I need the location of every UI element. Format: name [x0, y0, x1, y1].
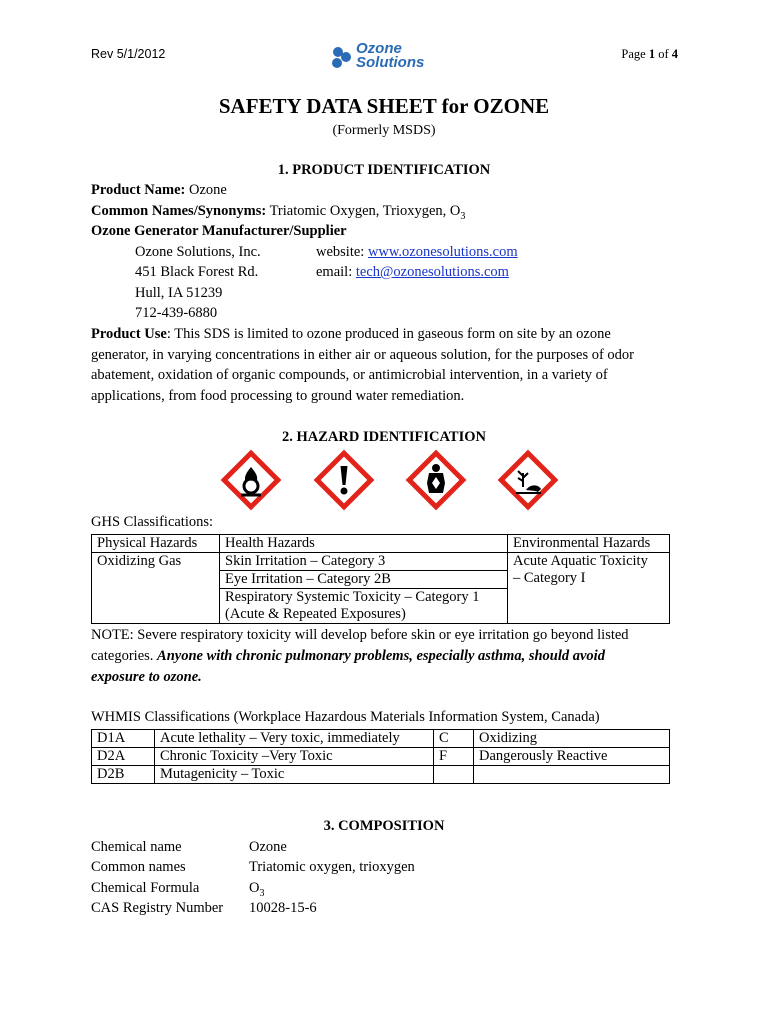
company-name: Ozone Solutions, Inc. — [135, 244, 261, 260]
composition-label: Common names — [91, 859, 186, 875]
website-link[interactable]: www.ozonesolutions.com — [367, 244, 518, 260]
manufacturer-label: Ozone Generator Manufacturer/Supplier — [91, 223, 347, 239]
logo-line1: Ozone — [356, 40, 402, 57]
ghs-header-physical: Physical Hazards — [92, 535, 220, 553]
product-use-line-2: generator, in varying concentrations in either air or aqueous solution, for the purposes of odor — [91, 347, 635, 363]
ghs-table — [91, 534, 670, 624]
health-hazard-icon — [405, 449, 467, 511]
composition-label: Chemical name — [91, 839, 182, 855]
logo-line2: Solutions — [356, 54, 425, 71]
revision-date: Rev 5/1/2012 — [91, 47, 166, 61]
email: email: tech@ozonesolutions.com — [316, 264, 509, 280]
ghs-pictograms — [220, 449, 560, 511]
ghs-physical-value: Oxidizing Gas — [92, 553, 220, 624]
composition-value: Triatomic oxygen, trioxygen — [249, 859, 415, 875]
whmis-label: WHMIS Classifications (Workplace Hazardous Materials Information System, Canada) — [91, 709, 600, 725]
page-number: Page 1 of 4 — [621, 47, 678, 61]
table-row: D2B Mutagenicity – Toxic — [92, 766, 670, 784]
exclamation-mark-icon — [313, 449, 375, 511]
product-name: Product Name: Ozone — [91, 182, 227, 198]
section3-heading: 3. COMPOSITION — [323, 818, 445, 834]
address-city: Hull, IA 51239 — [135, 285, 223, 301]
website: website: www.ozonesolutions.com — [316, 244, 518, 260]
composition-label: Chemical Formula — [91, 880, 200, 896]
ozone-solutions-logo — [329, 40, 439, 73]
whmis-table — [91, 729, 670, 784]
product-use-line-4: applications, from food processing to ground water remediation. — [91, 388, 465, 404]
ghs-health-skin: Skin Irritation – Category 3 — [220, 553, 508, 571]
section1-heading: 1. PRODUCT IDENTIFICATION — [277, 162, 491, 178]
composition-value: Ozone — [249, 839, 287, 855]
table-row: D2A Chronic Toxicity –Very Toxic F Dangerously Reactive — [92, 748, 670, 766]
ghs-header-environmental: Environmental Hazards — [508, 535, 670, 553]
synonyms: Common Names/Synonyms: Triatomic Oxygen, Trioxygen, $O_3$ — [91, 203, 466, 222]
note-line-3: exposure to ozone. — [91, 669, 202, 685]
ghs-header-health: Health Hazards — [220, 535, 508, 553]
document-title: SAFETY DATA SHEET for OZONE — [218, 94, 550, 118]
note-line-2: categories. Anyone with chronic pulmonary problems, especially asthma, should avoid — [91, 648, 605, 664]
ghs-health-respiratory: Respiratory Systemic Toxicity – Category 1 (Acute & Repeated Exposures) — [220, 589, 508, 624]
table-row: D1A Acute lethality – Very toxic, immediately C Oxidizing — [92, 730, 670, 748]
composition-value: $O_3$ — [249, 880, 265, 899]
composition-label: CAS Registry Number — [91, 900, 224, 916]
molecule-icon — [329, 45, 355, 71]
flame-over-circle-icon — [220, 449, 282, 511]
product-use-line-1: Product Use: This SDS is limited to ozone produced in gaseous form on site by an ozone — [91, 326, 611, 342]
address-street: 451 Black Forest Rd. — [135, 264, 259, 280]
section2-heading: 2. HAZARD IDENTIFICATION — [282, 429, 486, 445]
environment-icon — [497, 449, 559, 511]
email-link[interactable]: tech@ozonesolutions.com — [355, 264, 509, 280]
ghs-label: GHS Classifications: — [91, 514, 214, 530]
ghs-environmental-value: Acute Aquatic Toxicity – Category I — [508, 553, 670, 624]
document-subtitle: (Formerly MSDS) — [332, 123, 436, 138]
phone-number: 712-439-6880 — [135, 305, 218, 321]
note-line-1: NOTE: Severe respiratory toxicity will develop before skin or eye irritation go beyond listed — [91, 627, 629, 643]
composition-value: 10028-15-6 — [249, 900, 317, 916]
product-use-line-3: abatement, oxidation of organic compounds, or antimicrobial intervention, in a variety of — [91, 367, 608, 383]
ghs-health-eye: Eye Irritation – Category 2B — [220, 571, 508, 589]
